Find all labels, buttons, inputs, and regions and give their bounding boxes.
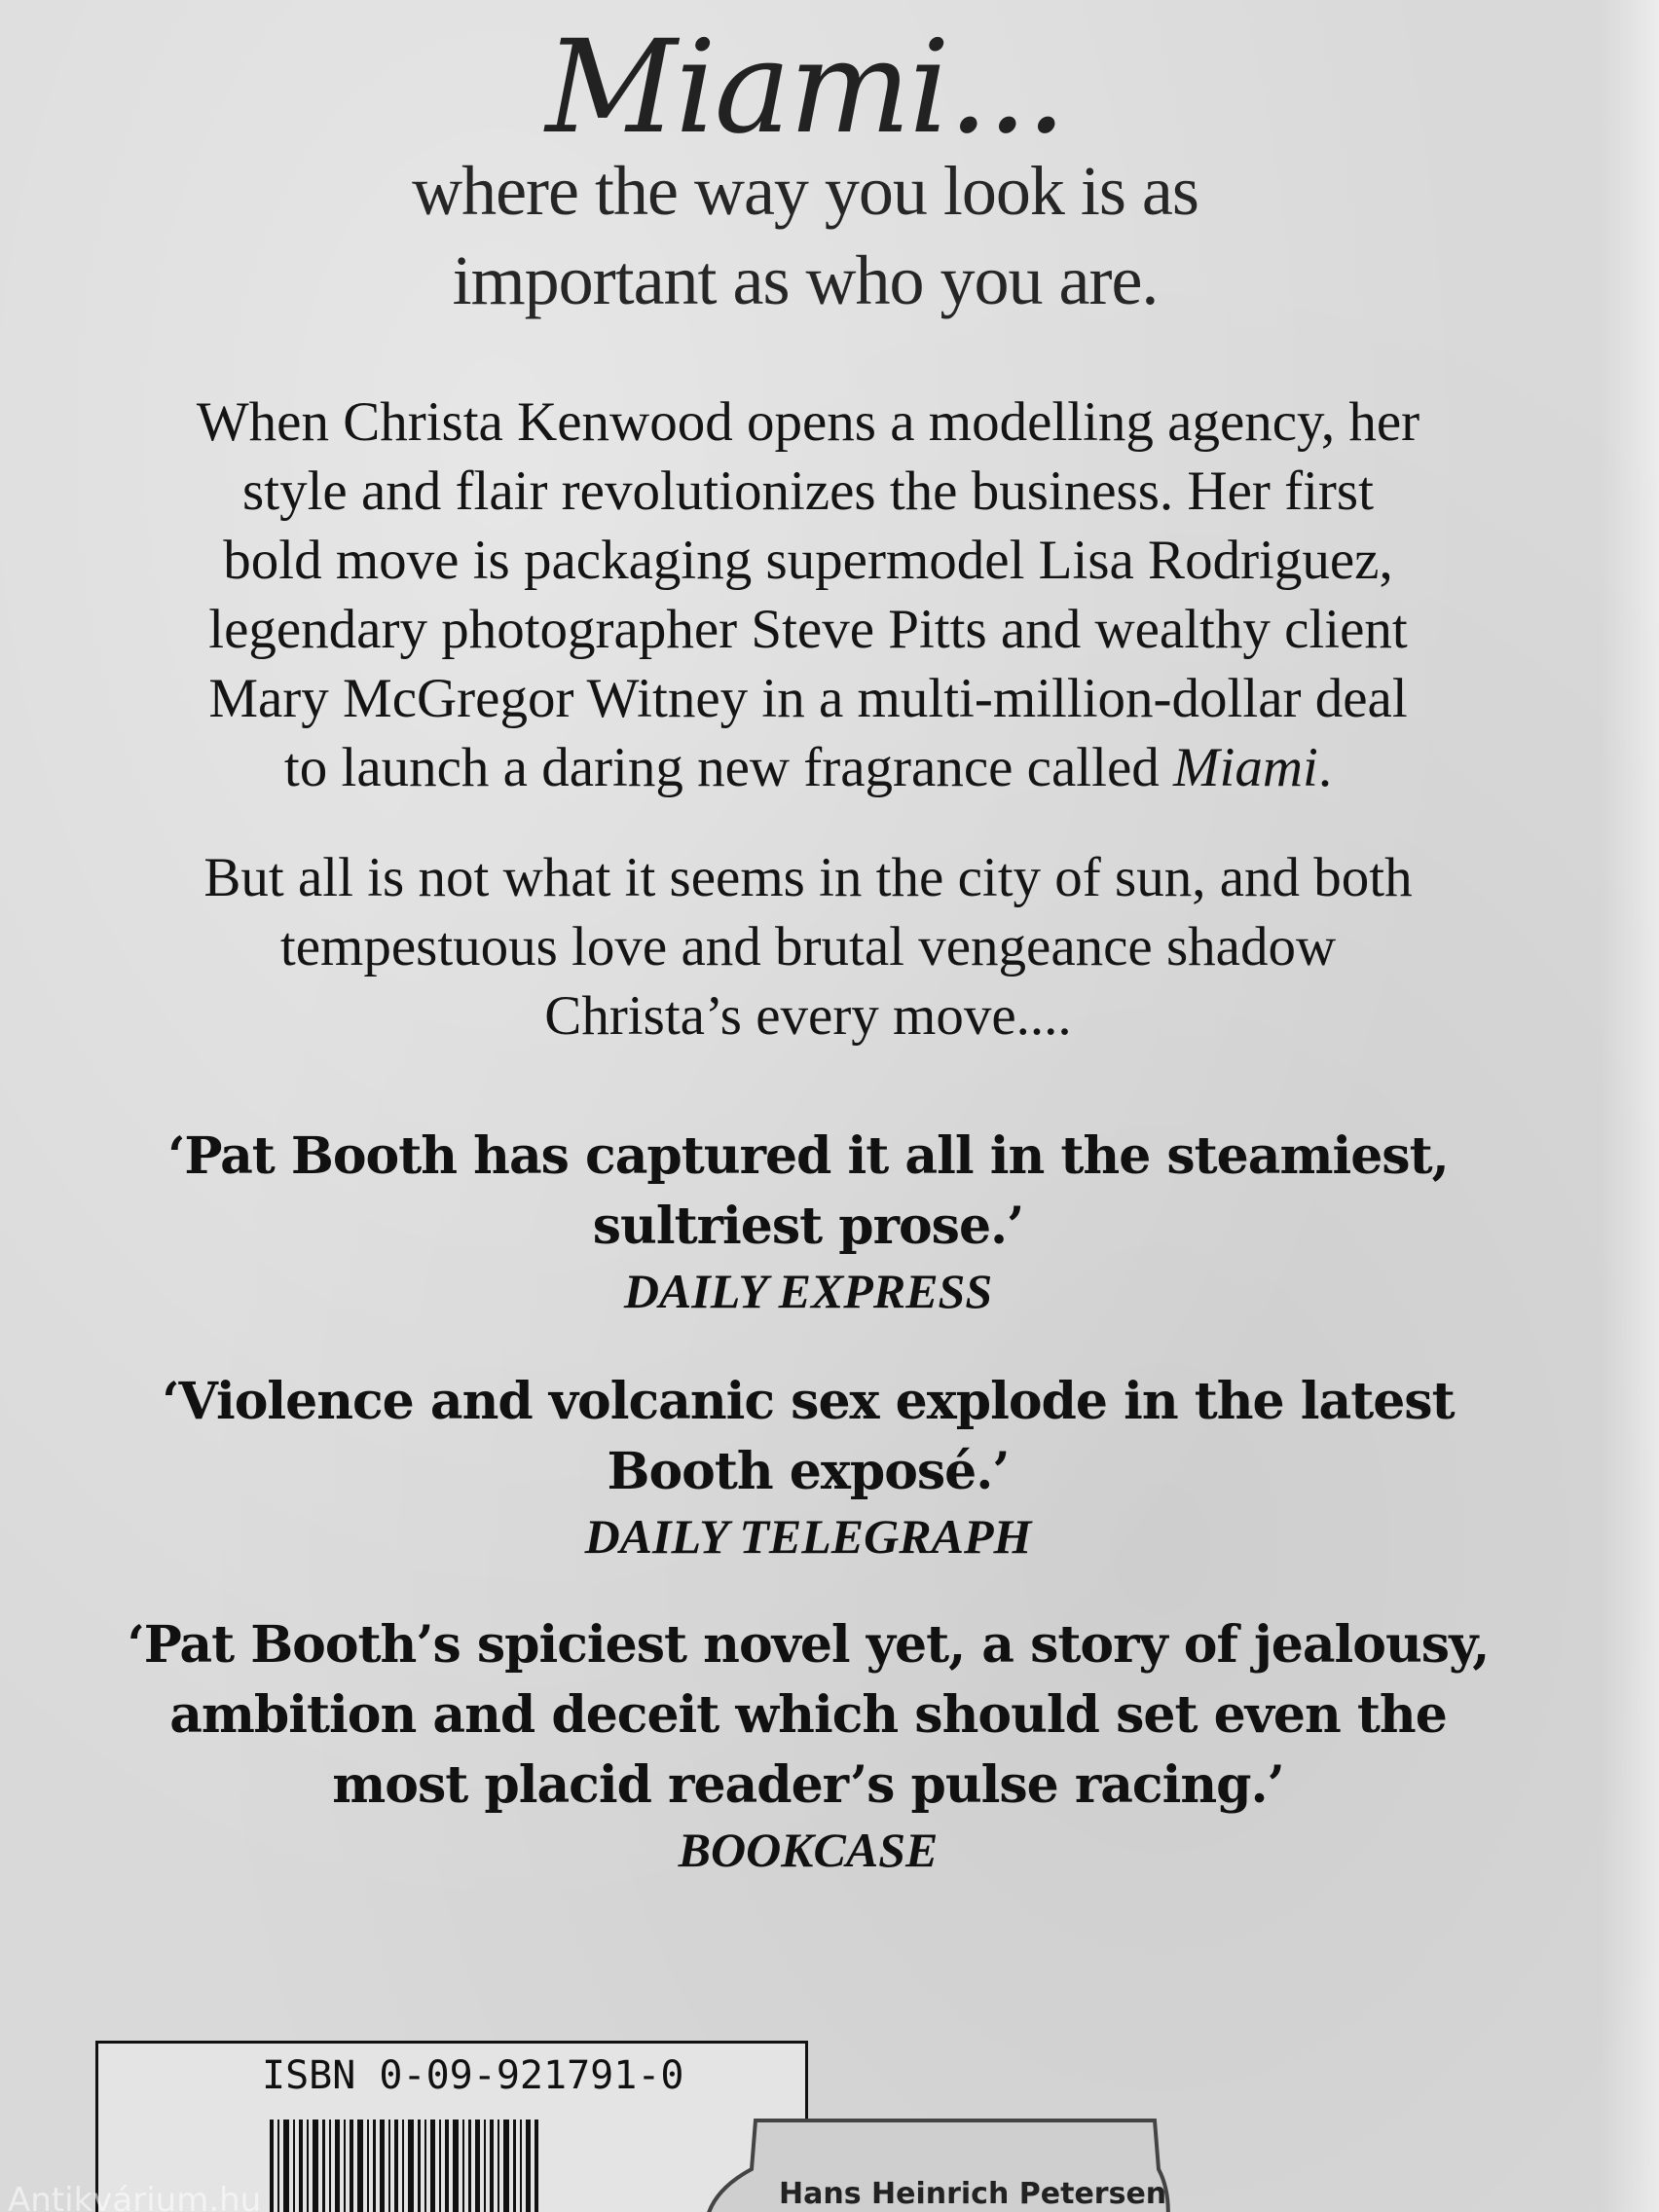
review-quote-3: [68, 1610, 1548, 1879]
synopsis-text: to launch a daring new fragrance called: [283, 737, 1160, 798]
fragrance-name: Miami: [1173, 737, 1318, 798]
tagline-line: important as who you are.: [452, 241, 1159, 319]
sticker-label: Hans Heinrich Petersen: [779, 2177, 1167, 2211]
synopsis-line: bold move is packaging supermodel Lisa Rodriguez,: [223, 530, 1393, 591]
quote-line: Booth exposé.’: [607, 1442, 1010, 1501]
quote-source: DAILY TELEGRAPH: [584, 1509, 1032, 1564]
synopsis-paragraph-1: [78, 387, 1538, 802]
tagline: [0, 146, 1610, 325]
book-title: Miami...: [545, 13, 1065, 163]
synopsis-period: .: [1317, 737, 1333, 798]
synopsis-line: Mary McGregor Witney in a multi-million-dollar deal: [208, 668, 1408, 729]
watermark: Antikvárium.hu: [8, 2181, 262, 2212]
quote-line: ambition and deceit which should set even the: [169, 1685, 1447, 1745]
synopsis-line: Christa’s every move....: [544, 985, 1072, 1047]
barcode-icon: [270, 2120, 542, 2212]
quote-line: most placid reader’s pulse racing.’: [332, 1755, 1284, 1815]
quote-line: sultriest prose.’: [592, 1197, 1024, 1256]
quote-line: ‘Pat Booth has captured it all in the steamiest,: [167, 1126, 1449, 1186]
cover-edge: [1601, 0, 1659, 2212]
synopsis-line: When Christa Kenwood opens a modelling agency, her: [196, 391, 1420, 453]
isbn-label: ISBN 0-09-921791-0: [262, 2053, 684, 2098]
synopsis-line: legendary photographer Steve Pitts and wealthy client: [208, 599, 1408, 660]
quote-source: BOOKCASE: [678, 1823, 939, 1877]
quote-line: ‘Pat Booth’s spiciest novel yet, a story of jealousy,: [127, 1615, 1490, 1675]
synopsis-line-last: [78, 733, 1538, 802]
review-quote-1: [68, 1122, 1548, 1320]
tagline-line: where the way you look is as: [412, 152, 1198, 230]
synopsis-line: style and flair revolutionizes the business. Her first: [242, 461, 1374, 522]
synopsis-line: But all is not what it seems in the city of sun, and both: [203, 847, 1413, 908]
quote-line: ‘Violence and volcanic sex explode in the latest: [162, 1372, 1455, 1431]
synopsis-paragraph-2: [78, 843, 1538, 1051]
quote-source: DAILY EXPRESS: [623, 1264, 993, 1318]
synopsis-line: tempestuous love and brutal vengeance shadow: [279, 916, 1337, 977]
review-quote-2: [68, 1367, 1548, 1566]
